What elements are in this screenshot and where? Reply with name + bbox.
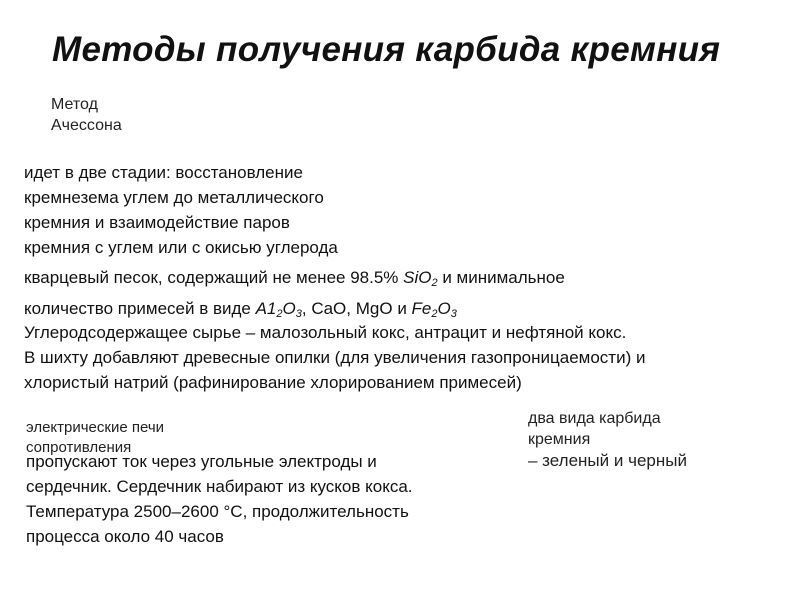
text-run: , bbox=[346, 299, 356, 318]
stages-paragraph bbox=[24, 160, 338, 260]
method-label bbox=[51, 94, 122, 136]
formula-base: Fe bbox=[411, 299, 432, 318]
formula-base: A1 bbox=[255, 299, 277, 318]
paragraph-line: идет в две стадии: восстановление bbox=[24, 163, 303, 182]
formula-base: SiO bbox=[403, 268, 432, 287]
paragraph-line: пропускают ток через угольные электроды и bbox=[26, 452, 377, 471]
paragraph-line: кремния с углем или с окисью углерода bbox=[24, 238, 338, 257]
note-line: кремния bbox=[528, 431, 591, 448]
paragraph-line: В шихту добавляют древесные опилки (для увеличения газопроницаемости) и bbox=[24, 348, 646, 367]
formula-subscript: 3 bbox=[450, 308, 457, 320]
formula-subscript: 3 bbox=[295, 308, 302, 320]
quartz-paragraph bbox=[24, 265, 565, 327]
method-label-line: Метод bbox=[51, 96, 98, 113]
paragraph-line: процесса около 40 часов bbox=[26, 527, 224, 546]
cao-formula: CaO bbox=[311, 299, 347, 318]
mgo-formula: MgO bbox=[355, 299, 393, 318]
paragraph-line: кремнезема углем до металлического bbox=[24, 188, 324, 207]
method-label-line: Ачессона bbox=[51, 117, 122, 134]
formula-subscript: 2 bbox=[276, 308, 283, 320]
paragraph-line: хлористый натрий (рафинирование хлорированием примесей) bbox=[24, 373, 522, 392]
formula-base: O bbox=[282, 299, 296, 318]
formula-subscript: 2 bbox=[431, 308, 438, 320]
paragraph-line: Температура 2500–2600 °С, продолжительность bbox=[26, 502, 409, 521]
formula-subscript: 2 bbox=[431, 277, 438, 289]
furnace-label-line: электрические печи bbox=[26, 419, 165, 436]
carbide-types-note bbox=[528, 408, 687, 471]
fe2o3-formula bbox=[412, 299, 457, 318]
text-run: , bbox=[301, 299, 312, 318]
text-run: кварцевый песок, содержащий не менее 98.5% bbox=[24, 268, 404, 287]
note-line: – зеленый и черный bbox=[528, 451, 687, 470]
al2o3-formula bbox=[256, 299, 302, 318]
text-run: количество примесей в виде bbox=[24, 299, 256, 318]
furnace-label-line: сопротивления bbox=[26, 439, 132, 456]
paragraph-line: кремния и взаимодействие паров bbox=[24, 213, 290, 232]
text-run: и минимальное bbox=[437, 268, 565, 287]
raw-materials-paragraph bbox=[24, 320, 645, 395]
sio2-formula bbox=[403, 268, 437, 287]
current-paragraph bbox=[26, 449, 413, 549]
text-run: и bbox=[392, 299, 412, 318]
formula-base: O bbox=[437, 299, 451, 318]
paragraph-line: сердечник. Сердечник набирают из кусков кокса. bbox=[26, 477, 413, 496]
page-title: Методы получения карбида кремния bbox=[52, 30, 721, 69]
paragraph-line: Углеродсодержащее сырье – малозольный кокс, антрацит и нефтяной кокс. bbox=[24, 323, 627, 342]
note-line: два вида карбида bbox=[528, 410, 661, 427]
paragraph-line bbox=[24, 265, 565, 296]
